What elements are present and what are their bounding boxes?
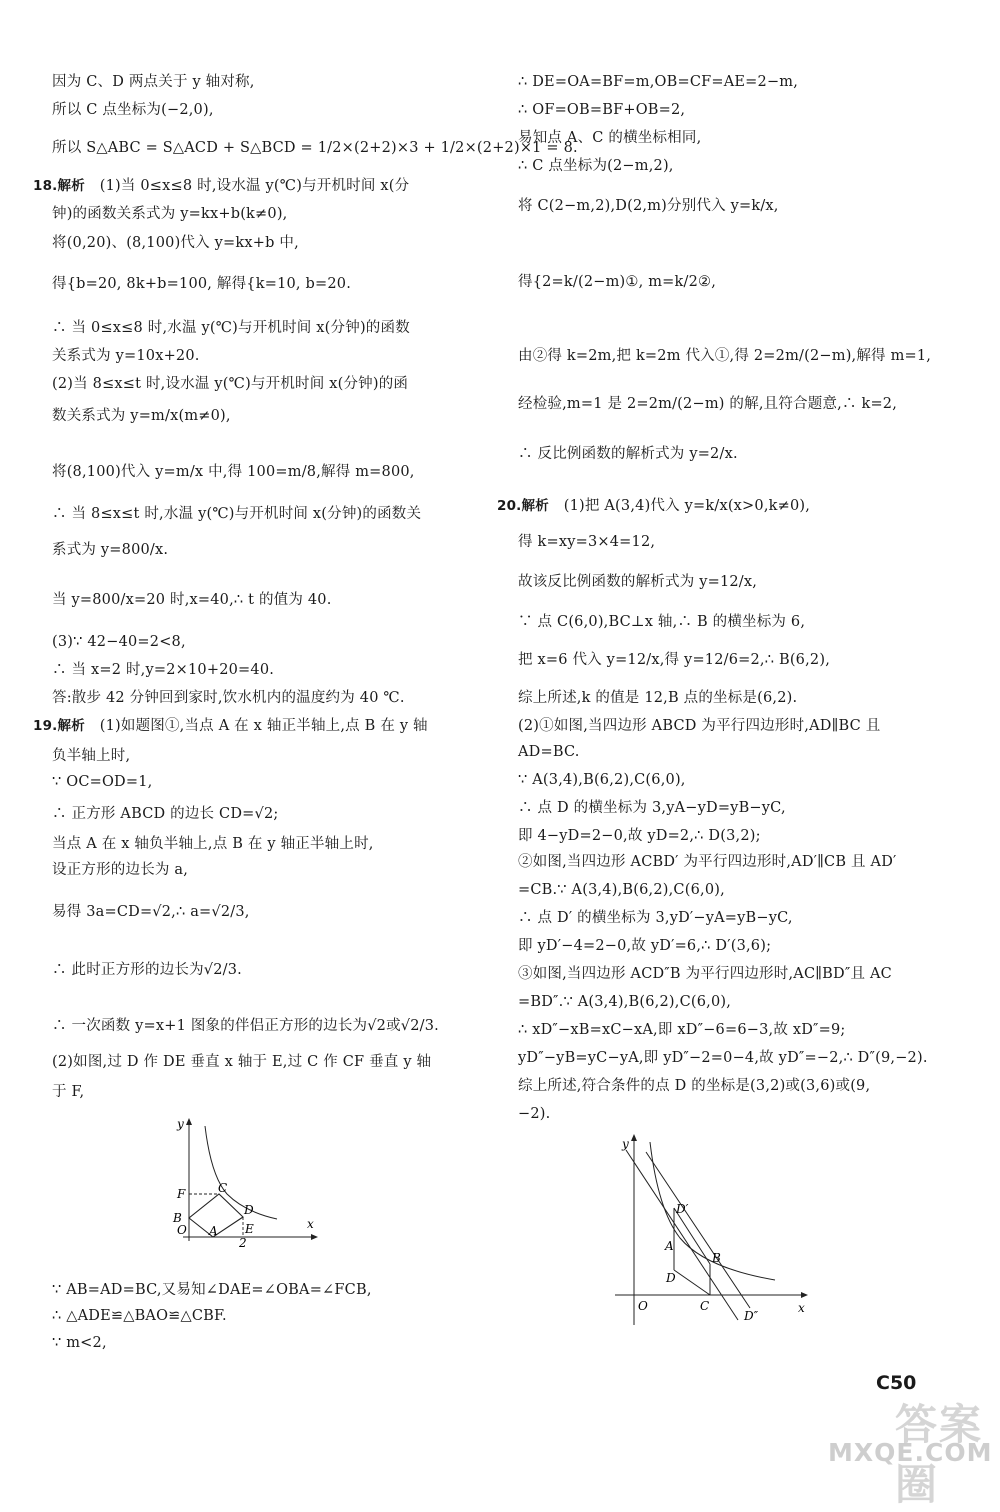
text-line: 当点 A 在 x 轴负半轴上,点 B 在 y 轴正半轴上时, bbox=[52, 836, 374, 852]
text-line: 答:散步 42 分钟回到家时,饮水机内的温度约为 40 ℃. bbox=[52, 690, 405, 706]
text-line: ∴ 反比例函数的解析式为 y=2/x. bbox=[518, 446, 738, 462]
text-line: 将 C(2−m,2),D(2,m)分别代入 y=k/x, bbox=[518, 198, 779, 214]
text-line: yD″−yB=yC−yA,即 yD″−2=0−4,故 yD″=−2,∴ D″(9,−2). bbox=[518, 1050, 928, 1066]
equation-system-line: 得{2=k/(2−m)①, m=k/2②, bbox=[518, 274, 717, 290]
label-e: E bbox=[245, 1222, 254, 1236]
segment-d-prime-b bbox=[674, 1208, 710, 1264]
y-axis-arrow bbox=[631, 1134, 637, 1141]
question-20-heading bbox=[497, 496, 810, 516]
text-line: 故该反比例函数的解析式为 y=12/x, bbox=[518, 574, 758, 590]
text-line: (1)如题图①,当点 A 在 x 轴正半轴上,点 B 在 y 轴 bbox=[99, 718, 428, 734]
question-18-heading bbox=[33, 176, 409, 196]
analysis-tag: 解析 bbox=[57, 178, 85, 194]
text-line: ∴ DE=OA=BF=m,OB=CF=AE=2−m, bbox=[518, 74, 799, 90]
text-line: 因为 C、D 两点关于 y 轴对称, bbox=[52, 74, 255, 90]
figure-19-graph bbox=[165, 1116, 325, 1250]
text-line: ∵ AB=AD=BC,又易知∠DAE=∠OBA=∠FCB, bbox=[52, 1282, 372, 1298]
label-f: F bbox=[177, 1187, 186, 1201]
text-line: 易得 3a=CD=√2,∴ a=√2/3, bbox=[52, 904, 250, 920]
text-line: ∴ 当 0≤x≤8 时,水温 y(℃)与开机时间 x(分钟)的函数 bbox=[52, 320, 410, 336]
text-line: 由②得 k=2m,把 k=2m 代入①,得 2=2m/(2−m),解得 m=1, bbox=[518, 348, 932, 364]
x-axis-arrow bbox=[801, 1292, 808, 1298]
label-o: O bbox=[177, 1223, 187, 1237]
text-line: ∴ 一次函数 y=x+1 图象的伴侣正方形的边长为√2或√2/3. bbox=[52, 1018, 439, 1034]
text-line: ∵ OC=OD=1, bbox=[52, 774, 153, 790]
text-line: 当 y=800/x=20 时,x=40,∴ t 的值为 40. bbox=[52, 592, 332, 608]
text-line: (2)当 8≤x≤t 时,设水温 y(℃)与开机时间 x(分钟)的函 bbox=[52, 376, 409, 392]
label-d: D bbox=[666, 1271, 676, 1285]
text-line: 得 k=xy=3×4=12, bbox=[518, 534, 656, 550]
text-line: (2)①如图,当四边形 ABCD 为平行四边形时,AD∥BC 且 bbox=[518, 718, 881, 734]
text-line: ∴ 此时正方形的边长为√2/3. bbox=[52, 962, 242, 978]
text-line: 关系式为 y=10x+20. bbox=[52, 348, 200, 364]
text-line: 设正方形的边长为 a, bbox=[52, 862, 189, 878]
line-through-b-d-double-prime bbox=[646, 1152, 750, 1308]
text-line: 综上所述,k 的值是 12,B 点的坐标是(6,2). bbox=[518, 690, 798, 706]
text-line: 数关系式为 y=m/x(m≠0), bbox=[52, 408, 231, 424]
text-line: ∴ 点 D 的横坐标为 3,yA−yD=yB−yC, bbox=[518, 800, 786, 816]
text-line: 即 4−yD=2−0,故 yD=2,∴ D(3,2); bbox=[518, 828, 761, 844]
question-number: 18. bbox=[33, 178, 58, 194]
text-line: 于 F, bbox=[52, 1084, 85, 1100]
text-line: 所以 C 点坐标为(−2,0), bbox=[52, 102, 214, 118]
hyperbola-curve bbox=[205, 1126, 277, 1219]
label-o: O bbox=[638, 1299, 648, 1313]
text-line: 将(8,100)代入 y=m/x 中,得 100=m/8,解得 m=800, bbox=[52, 464, 415, 480]
text-line: (1)把 A(3,4)代入 y=k/x(x>0,k≠0), bbox=[563, 498, 811, 514]
text-line: 把 x=6 代入 y=12/x,得 y=12/6=2,∴ B(6,2), bbox=[518, 652, 831, 668]
label-2: 2 bbox=[239, 1236, 247, 1250]
equation-system-line: 得{b=20, 8k+b=100, 解得{k=10, b=20. bbox=[52, 276, 352, 292]
watermark-url: MXQE.COM bbox=[828, 1438, 993, 1467]
text-line: ∴ 点 D′ 的横坐标为 3,yD′−yA=yB−yC, bbox=[518, 910, 793, 926]
analysis-tag: 解析 bbox=[521, 498, 549, 514]
text-line: AD=BC. bbox=[518, 744, 580, 760]
y-axis-arrow bbox=[186, 1118, 192, 1125]
question-number: 20. bbox=[497, 498, 522, 514]
text-line: ∴ OF=OB=BF+OB=2, bbox=[518, 102, 686, 118]
text-line: 负半轴上时, bbox=[52, 748, 131, 764]
text-line: ∵ m<2, bbox=[52, 1335, 107, 1351]
segment-d-c bbox=[674, 1270, 710, 1295]
watermark-logo: 答案圈 bbox=[895, 1400, 984, 1509]
text-line: =CB.∵ A(3,4),B(6,2),C(6,0), bbox=[518, 882, 725, 898]
text-line: (1)当 0≤x≤8 时,设水温 y(℃)与开机时间 x(分 bbox=[99, 178, 410, 194]
figure-20-graph bbox=[610, 1130, 810, 1330]
analysis-tag: 解析 bbox=[57, 718, 85, 734]
label-x: x bbox=[798, 1301, 805, 1315]
label-d-double-prime: D″ bbox=[744, 1309, 759, 1323]
text-line: (2)如图,过 D 作 DE 垂直 x 轴于 E,过 C 作 CF 垂直 y 轴 bbox=[52, 1054, 432, 1070]
label-y: y bbox=[622, 1137, 629, 1151]
label-a: A bbox=[209, 1224, 218, 1238]
text-line: 即 yD′−4=2−0,故 yD′=6,∴ D′(3,6); bbox=[518, 938, 772, 954]
text-line: 综上所述,符合条件的点 D 的坐标是(3,2)或(3,6)或(9, bbox=[518, 1078, 871, 1094]
text-line: ③如图,当四边形 ACD″B 为平行四边形时,AC∥BD″且 AC bbox=[518, 966, 892, 982]
text-line: 易知点 A、C 的横坐标相同, bbox=[518, 130, 702, 146]
question-number: 19. bbox=[33, 718, 58, 734]
text-line: 将(0,20)、(8,100)代入 y=kx+b 中, bbox=[52, 235, 299, 251]
text-line: ∴ △ADE≌△BAO≌△CBF. bbox=[52, 1308, 227, 1324]
text-line: ∴ 当 x=2 时,y=2×10+20=40. bbox=[52, 662, 275, 678]
label-d: D bbox=[244, 1203, 254, 1217]
text-line: ∵ A(3,4),B(6,2),C(6,0), bbox=[518, 772, 686, 788]
text-line: 经检验,m=1 是 2=2m/(2−m) 的解,且符合题意,∴ k=2, bbox=[518, 396, 898, 412]
label-c: C bbox=[218, 1181, 228, 1195]
text-line: ∵ 点 C(6,0),BC⊥x 轴,∴ B 的横坐标为 6, bbox=[518, 614, 806, 630]
text-line: ∴ 正方形 ABCD 的边长 CD=√2; bbox=[52, 806, 279, 822]
text-line: ∴ xD″−xB=xC−xA,即 xD″−6=6−3,故 xD″=9; bbox=[518, 1022, 846, 1038]
text-line: −2). bbox=[518, 1106, 551, 1122]
label-b: B bbox=[173, 1211, 182, 1225]
label-y: y bbox=[177, 1117, 184, 1131]
area-formula-line: 所以 S△ABC = S△ACD + S△BCD = 1/2×(2+2)×3 + 1/2×(2+2)×1 = 8. bbox=[52, 140, 578, 156]
text-line: 钟)的函数关系式为 y=kx+b(k≠0), bbox=[52, 206, 288, 222]
label-c: C bbox=[700, 1299, 710, 1313]
text-line: (3)∵ 42−40=2<8, bbox=[52, 634, 186, 650]
label-a: A bbox=[665, 1239, 674, 1253]
label-d-prime: D′ bbox=[676, 1202, 689, 1216]
question-19-heading bbox=[33, 716, 428, 736]
text-line: ∴ C 点坐标为(2−m,2), bbox=[518, 158, 674, 174]
x-axis-arrow bbox=[311, 1234, 318, 1240]
page-number: C50 bbox=[876, 1372, 917, 1394]
label-x: x bbox=[307, 1217, 314, 1231]
text-line: ∴ 当 8≤x≤t 时,水温 y(℃)与开机时间 x(分钟)的函数关 bbox=[52, 506, 422, 522]
text-line: 系式为 y=800/x. bbox=[52, 542, 169, 558]
text-line: ②如图,当四边形 ACBD′ 为平行四边形时,AD′∥CB 且 AD′ bbox=[518, 854, 897, 870]
text-line: =BD″.∵ A(3,4),B(6,2),C(6,0), bbox=[518, 994, 732, 1010]
label-b: B bbox=[712, 1251, 721, 1265]
